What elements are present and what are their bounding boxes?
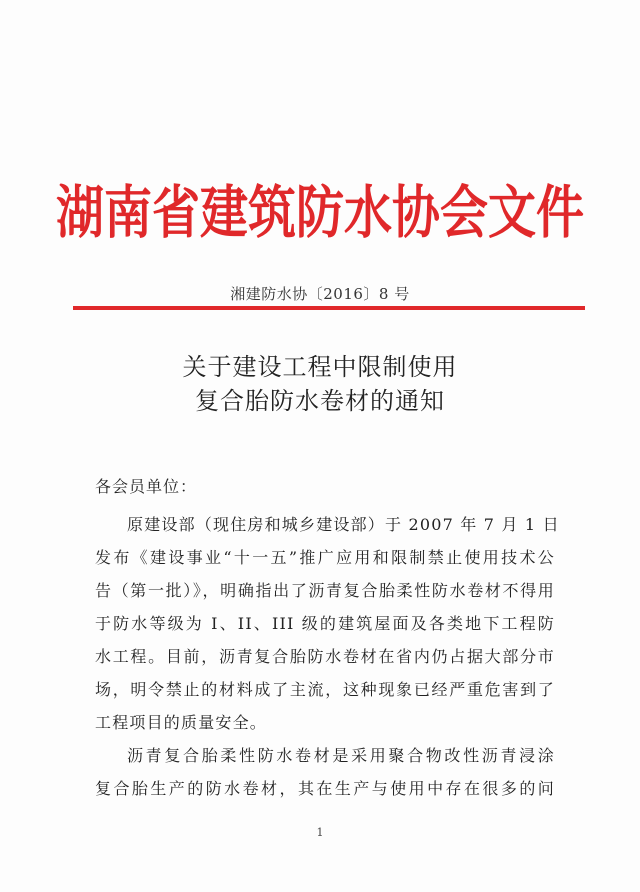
document-number: 湘建防水协〔2016〕8 号 — [230, 285, 410, 303]
body-line: 原建设部（现住房和城乡建设部）于 2007 年 7 月 1 日 — [127, 515, 560, 534]
body-line: 发布《建设事业“十一五”推广应用和限制禁止使用技术公 — [95, 548, 555, 567]
body-line: 场，明令禁止的材料成了主流，这种现象已经严重危害到了 — [95, 680, 555, 699]
red-separator-line — [73, 306, 585, 310]
salutation: 各会员单位： — [95, 477, 198, 496]
page-number: 1 — [316, 826, 324, 839]
subject-line: 复合胎防水卷材的通知 — [195, 387, 445, 415]
body-line: 复合胎生产的防水卷材，其在生产与使用中存在很多的问 — [95, 779, 555, 798]
body-line: 水工程。目前，沥青复合胎防水卷材在省内仍占据大部分市 — [95, 647, 555, 666]
issuing-organization-title: 湖南省建筑防水协会文件 — [55, 180, 584, 247]
body-line: 于防水等级为 I、II、III 级的建筑屋面及各类地下工程防 — [95, 614, 555, 633]
body-line: 告（第一批）》，明确指出了沥青复合胎柔性防水卷材不得用 — [95, 581, 555, 600]
body-line: 沥青复合胎柔性防水卷材是采用聚合物改性沥青浸涂 — [127, 746, 555, 765]
document-subject — [0, 350, 640, 418]
body-text — [95, 508, 560, 805]
body-line: 工程项目的质量安全。 — [95, 713, 268, 732]
subject-line: 关于建设工程中限制使用 — [182, 353, 458, 381]
